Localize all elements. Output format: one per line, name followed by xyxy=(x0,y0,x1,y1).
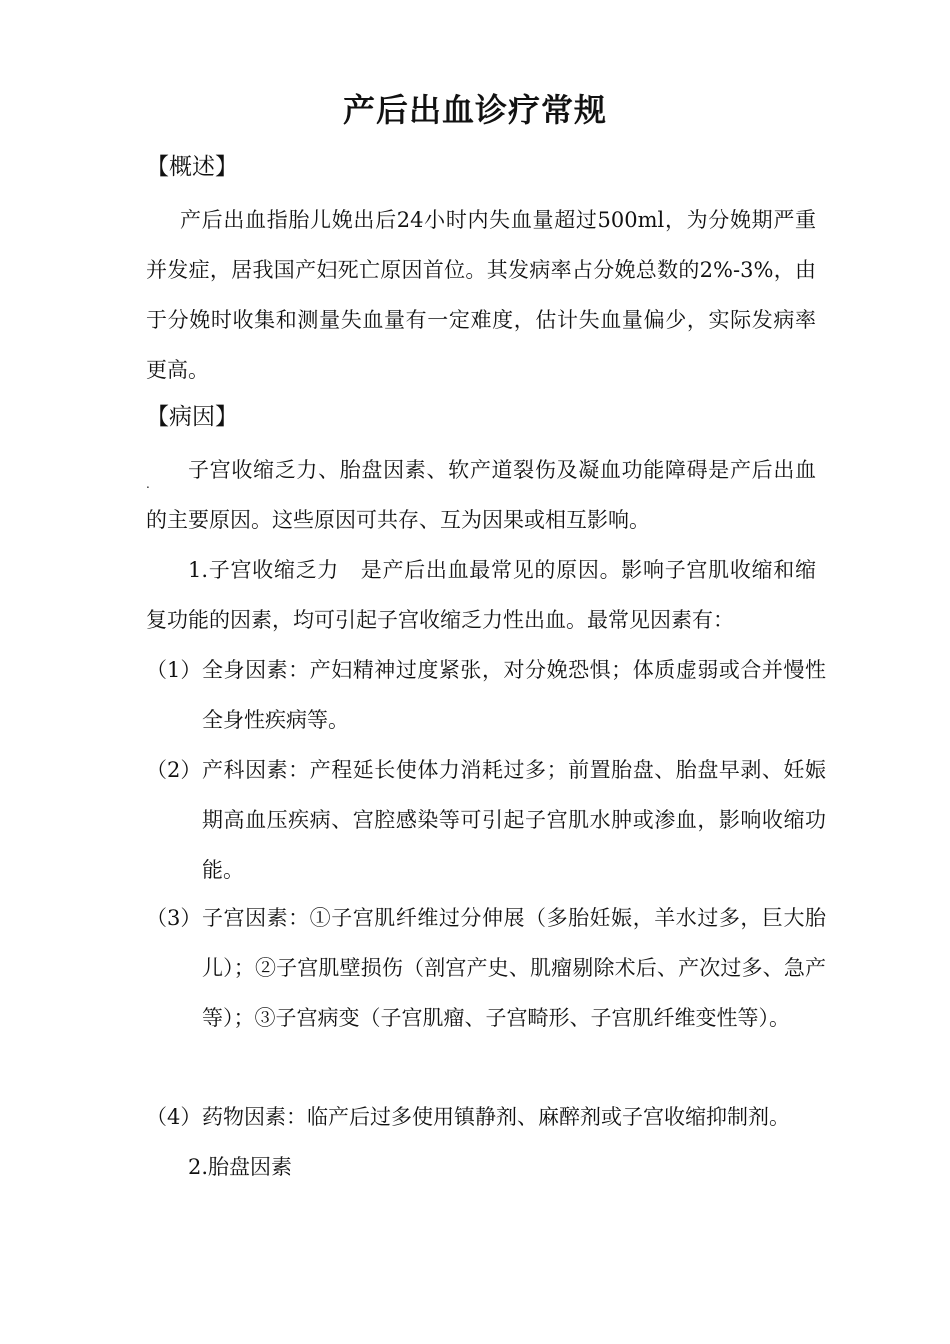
factor-number: （4） xyxy=(146,1105,202,1129)
factor-item xyxy=(146,893,826,1043)
factor-text: 产科因素：产程延长使体力消耗过多；前置胎盘、胎盘早剥、妊娠期高血压疾病、宫腔感染等可引起子宫肌水肿或渗血，影响收缩功能。 xyxy=(202,758,826,882)
factor-item xyxy=(146,645,826,745)
factor-number: （2） xyxy=(146,758,202,782)
factor-text: 药物因素：临产后过多使用镇静剂、麻醉剂或子宫收缩抑制剂。 xyxy=(202,1105,790,1129)
cause-placental-heading: 2.胎盘因素 xyxy=(188,1155,293,1179)
etiology-intro-paragraph: 子宫收缩乏力、胎盘因素、软产道裂伤及凝血功能障碍是产后出血的主要原因。这些原因可共存、互为因果或相互影响。 xyxy=(146,458,816,532)
factor-item xyxy=(146,745,826,895)
overview-paragraph: 产后出血指胎儿娩出后24小时内失血量超过500ml，为分娩期严重并发症，居我国产妇死亡原因首位。其发病率占分娩总数的2%-3%，由于分娩时收集和测量失血量有一定难度，估计失血量偏少，实际发病率更高。 xyxy=(146,208,816,382)
section-heading-etiology: 【病因】 xyxy=(146,404,238,430)
factor-number: （1） xyxy=(146,658,202,682)
stray-dot-mark: . xyxy=(146,477,150,491)
factor-text: 全身因素：产妇精神过度紧张，对分娩恐惧；体质虚弱或合并慢性全身性疾病等。 xyxy=(202,658,826,732)
section-heading-overview: 【概述】 xyxy=(146,154,238,180)
factor-number: （3） xyxy=(146,906,202,930)
document-title: 产后出血诊疗常规 xyxy=(342,91,607,129)
cause-uterine-atony-paragraph: 1.子宫收缩乏力 是产后出血最常见的原因。影响子宫肌收缩和缩复功能的因素，均可引起子宫收缩乏力性出血。最常见因素有： xyxy=(146,558,816,632)
factor-item xyxy=(146,1092,826,1142)
factor-text: 子宫因素：①子宫肌纤维过分伸展（多胎妊娠，羊水过多，巨大胎儿）；②子宫肌壁损伤（剖宫产史、肌瘤剔除术后、产次过多、急产等）；③子宫病变（子宫肌瘤、子宫畸形、子宫肌纤维变性等）。 xyxy=(202,906,826,1030)
